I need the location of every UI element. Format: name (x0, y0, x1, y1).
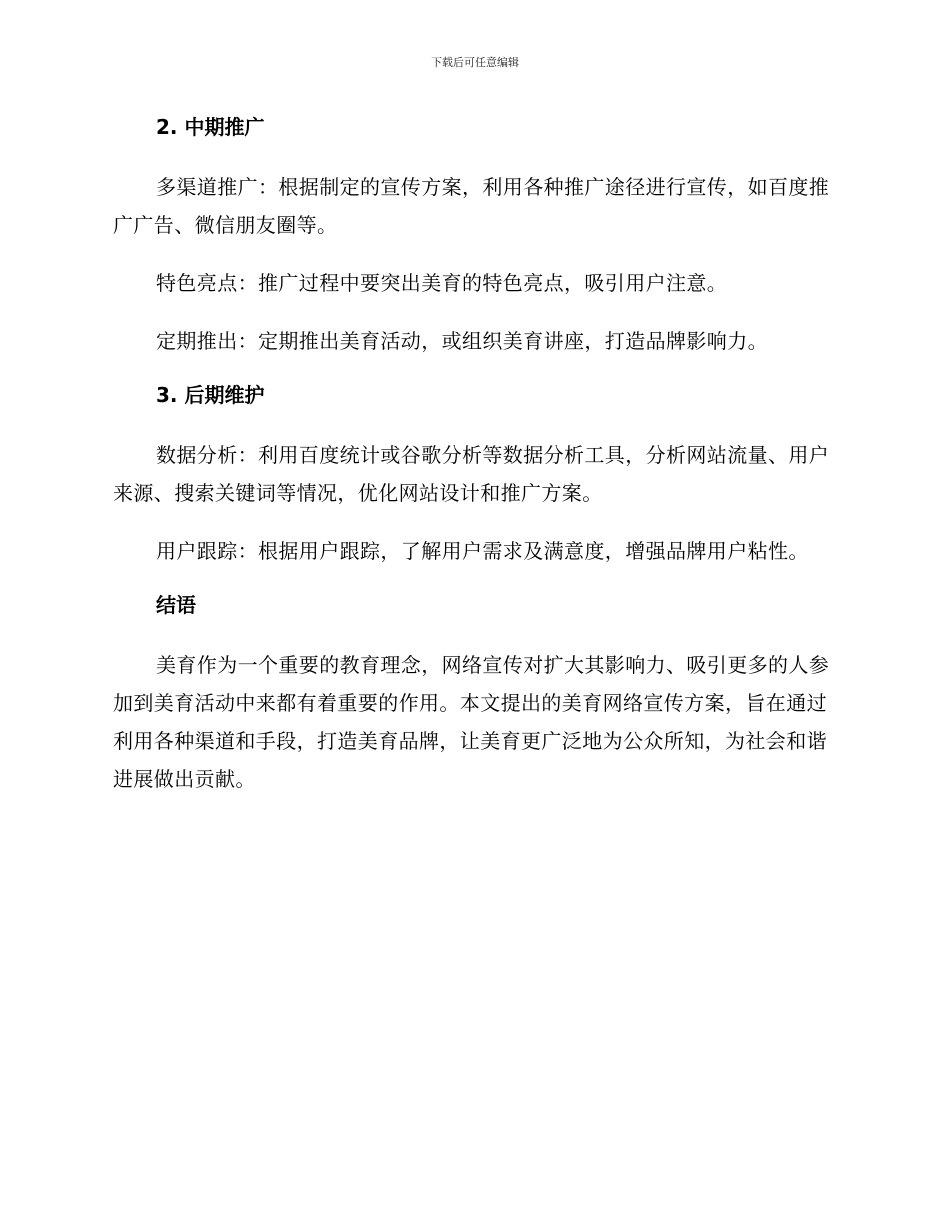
section-heading-maintenance: 3. 后期维护 (156, 383, 265, 407)
paragraph-periodic: 定期推出：定期推出美育活动，或组织美育讲座，打造品牌影响力。 (156, 329, 768, 353)
paragraph-multichannel: 多渠道推广：根据制定的宣传方案，利用各种推广途径进行宣传，如百度推广广告、微信朋友圈等。 (113, 175, 830, 237)
paragraph-highlights: 特色亮点：推广过程中要突出美育的特色亮点，吸引用户注意。 (156, 271, 728, 295)
section-heading-conclusion: 结语 (156, 593, 196, 617)
paragraph-data-analysis: 数据分析：利用百度统计或谷歌分析等数据分析工具，分析网站流量、用户来源、搜索关键词等情况，优化网站设计和推广方案。 (113, 443, 830, 505)
paragraph-user-tracking: 用户跟踪：根据用户跟踪，了解用户需求及满意度，增强品牌用户粘性。 (156, 539, 809, 563)
document-body (113, 112, 833, 818)
paragraph-conclusion: 美育作为一个重要的教育理念，网络宣传对扩大其影响力、吸引更多的人参加到美育活动中来都有着重要的作用。本文提出的美育网络宣传方案，旨在通过利用各种渠道和手段，打造美育品牌，让美育更广泛地为公众所知，为社会和谐进展做出贡献。 (113, 653, 830, 791)
section-heading-mid-term: 2. 中期推广 (156, 115, 265, 139)
page-header: 下载后可任意编辑 (431, 56, 519, 69)
